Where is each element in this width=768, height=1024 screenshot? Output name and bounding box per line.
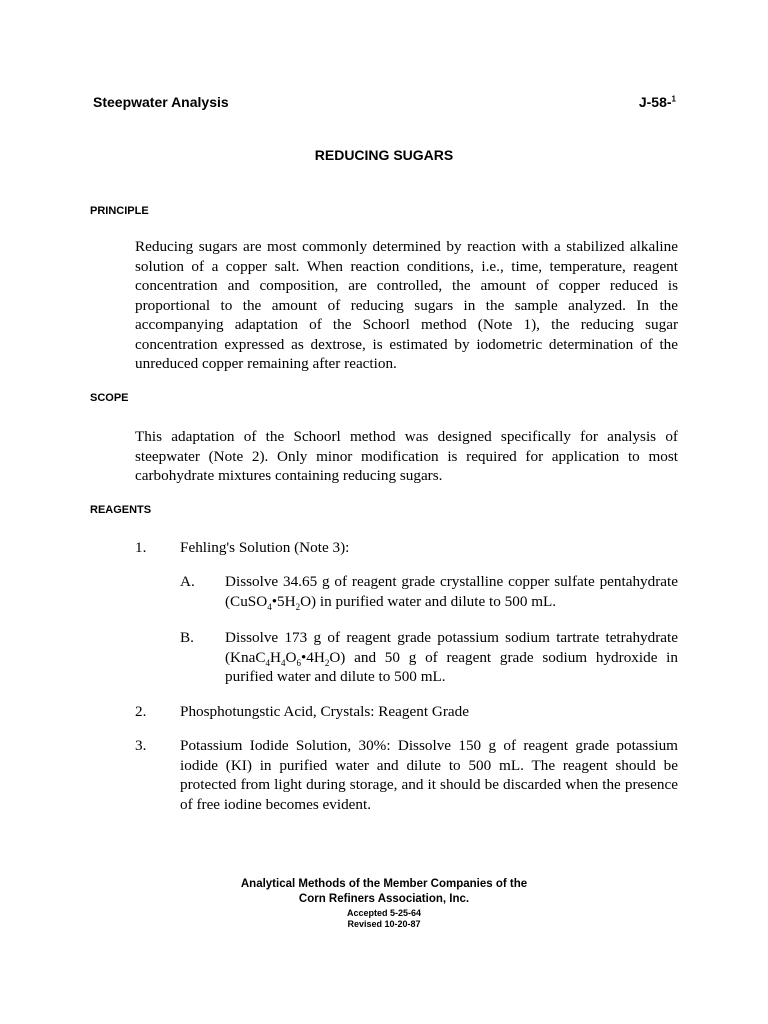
running-header-method-code	[639, 94, 676, 110]
footer-line-2: Corn Refiners Association, Inc.	[298, 893, 470, 905]
reagent-2-text: Phosphotungstic Acid, Crystals: Reagent Grade	[180, 703, 469, 720]
page-title: REDUCING SUGARS	[314, 147, 454, 163]
section-heading-reagents: REAGENTS	[90, 504, 152, 516]
reagent-1-number: 1.	[135, 539, 147, 556]
section-heading-scope: SCOPE	[90, 392, 129, 404]
reagent-1a-text: Dissolve 34.65 g of reagent grade crystalline copper sulfate pentahydrate $(CuSO_4•5H_2O)$ in purified water and dilute to 500 mL.	[225, 573, 678, 612]
reagent-1b-label: B.	[180, 629, 194, 646]
footer-accepted-date: Accepted 5-25-64	[346, 908, 422, 918]
reagent-1b-text: Dissolve 173 g of reagent grade potassium sodium tartrate tetrahydrate $(KnaC_4H_4O_6•4H_2O)$ and 50 g of reagent grade sodium hydroxide in purified water and dilute to 500 mL.	[225, 629, 678, 685]
reagent-3-text: Potassium Iodide Solution, 30%: Dissolve 150 g of reagent grade potassium iodide (KI) in purified water and dilute to 500 mL. The reagent should be protected from light during storage, and it should be discarded when the presence of free iodine becomes evident.	[180, 737, 678, 813]
method-code: J-58-	[638, 94, 672, 110]
reagent-1a-label: A.	[180, 573, 195, 590]
reagent-3-number: 3.	[135, 737, 147, 754]
footer-organization	[0, 877, 768, 907]
footer-line-1: Analytical Methods of the Member Companies of the	[240, 878, 528, 890]
footer-dates	[0, 908, 768, 930]
scope-paragraph: This adaptation of the Schoorl method was designed specifically for analysis of steepwater (Note 2). Only minor modification is required for application to most carbohydrate mixtures containing reducing sugars.	[135, 428, 678, 484]
footer-revised-date: Revised 10-20-87	[347, 919, 421, 929]
principle-paragraph: Reducing sugars are most commonly determined by reaction with a stabilized alkaline solution of a copper salt. When reaction conditions, i.e., time, temperature, reagent concentration and composition, are controlled, the amount of copper reduced is proportional to the amount of reducing sugars in the sample analyzed. In the accompanying adaptation of the Schoorl method (Note 1), the reducing sugar concentration expressed as dextrose, is estimated by iodometric determination of the unreduced copper remaining after reaction.	[135, 238, 678, 372]
reagent-1-text: Fehling's Solution (Note 3):	[180, 539, 350, 556]
method-code-superscript: 1	[671, 94, 676, 104]
running-header-title: Steepwater Analysis	[93, 94, 229, 110]
reagent-2-number: 2.	[135, 703, 147, 720]
section-heading-principle: PRINCIPLE	[90, 205, 149, 217]
